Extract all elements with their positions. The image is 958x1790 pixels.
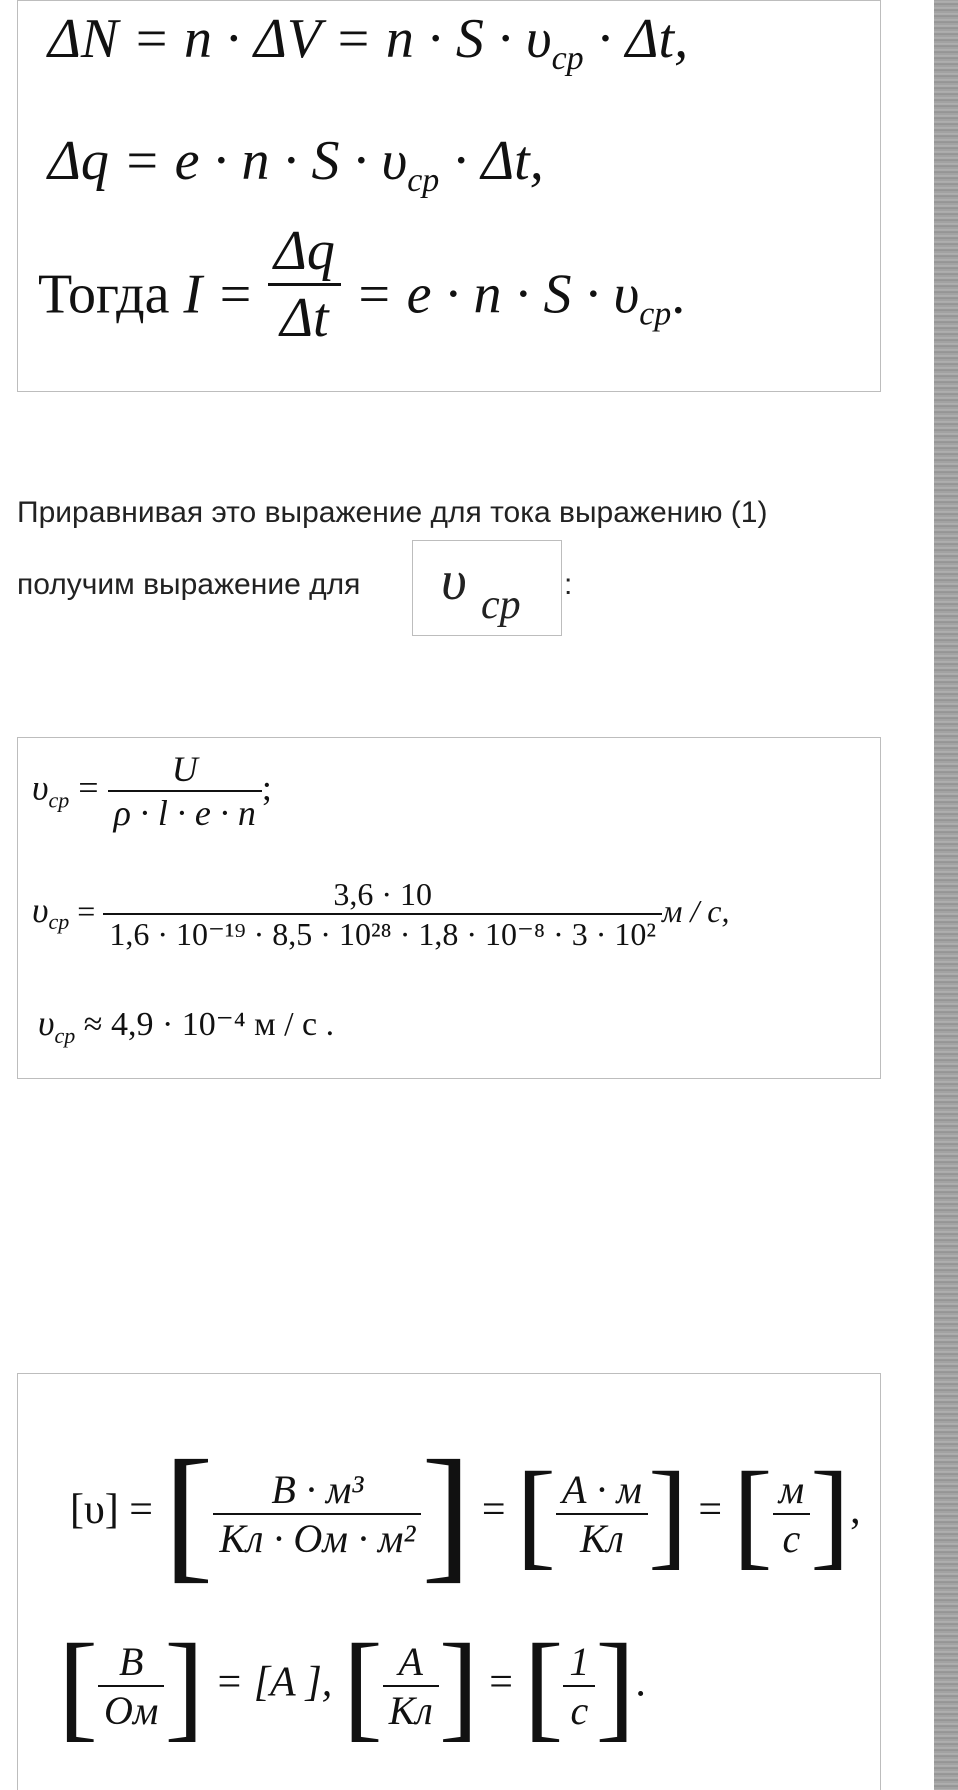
fraction-units-4: $\frac{В}{Ом}$ [98, 1638, 164, 1734]
fraction-dq-dt: $\frac{\Delta q}{\Delta t}$ [268, 219, 341, 350]
fraction-units-5: $\frac{А}{Кл}$ [383, 1638, 439, 1734]
formula-line-2: $\Delta q = e \cdot n \cdot S \cdot \upsilon_{cp} \cdot \Delta t$, [48, 130, 544, 200]
fraction-units-3: $\frac{м}{с}$ [773, 1466, 811, 1562]
units-row-2: [ $\frac{В}{Ом}$ ] = [A ], [ $\frac{А}{Кл}$ ] = [ $\frac{1}{с}$ ]. [58, 1619, 646, 1752]
fraction-v-general: $\frac{U}{\rho \cdot l \cdot e \cdot n}$ [108, 748, 262, 834]
formula-image-current [17, 0, 881, 392]
units-row-1: [υ] = [ $\frac{\text{В · м³}}{\text{Кл · Ом · м²}}$ ] = [ $\frac{А \cdot м}{Кл}$ ] = [ $\frac{м}{с}$ ], [70, 1430, 861, 1596]
paragraph-line-1: Приравнивая это выражение для тока выражению (1) [17, 496, 768, 529]
scrollbar-track[interactable] [934, 0, 958, 1790]
formula-line-3: Тогда I = $\frac{\Delta q}{\Delta t}$ = $e \cdot n \cdot S \cdot \upsilon_{cp}$. [38, 220, 686, 349]
formula-image-units [17, 1373, 881, 1790]
formula-v-numeric: $\upsilon_{cp}$ = $\frac{3,6 \cdot 10}{\text{1,6 · 10⁻¹⁹ · 8,5 · 10²⁸ · 1,8 · 10⁻⁸ · 3 · 10²}}$ м / с, [32, 876, 730, 952]
fraction-units-1: $\frac{\text{В · м³}}{\text{Кл · Ом · м²}}$ [213, 1466, 421, 1562]
paragraph-line-2: получим выражение для [17, 568, 361, 601]
fraction-v-numeric: $\frac{3,6 \cdot 10}{\text{1,6 · 10⁻¹⁹ · 8,5 · 10²⁸ · 1,8 · 10⁻⁸ · 3 · 10²}}$ [103, 876, 662, 953]
formula-v-general: $\upsilon_{cp}$ = $\frac{U}{\rho \cdot l \cdot e \cdot n}$ ; [32, 749, 272, 833]
inline-formula-v-cp: υ cp [412, 540, 562, 636]
formula-v-result: $\upsilon_{cp} \approx 4,9 \cdot 10^{-4}$ м / с . [38, 1003, 335, 1048]
formula-image-velocity [17, 737, 881, 1079]
fraction-units-6: $\frac{1}{с}$ [563, 1638, 595, 1734]
formula-line-1: $\Delta N = n \cdot \Delta V = n \cdot S \cdot \upsilon_{cp} \cdot \Delta t$, [48, 8, 689, 78]
paragraph-colon: : [564, 568, 573, 601]
fraction-units-2: $\frac{А \cdot м}{Кл}$ [556, 1466, 648, 1562]
